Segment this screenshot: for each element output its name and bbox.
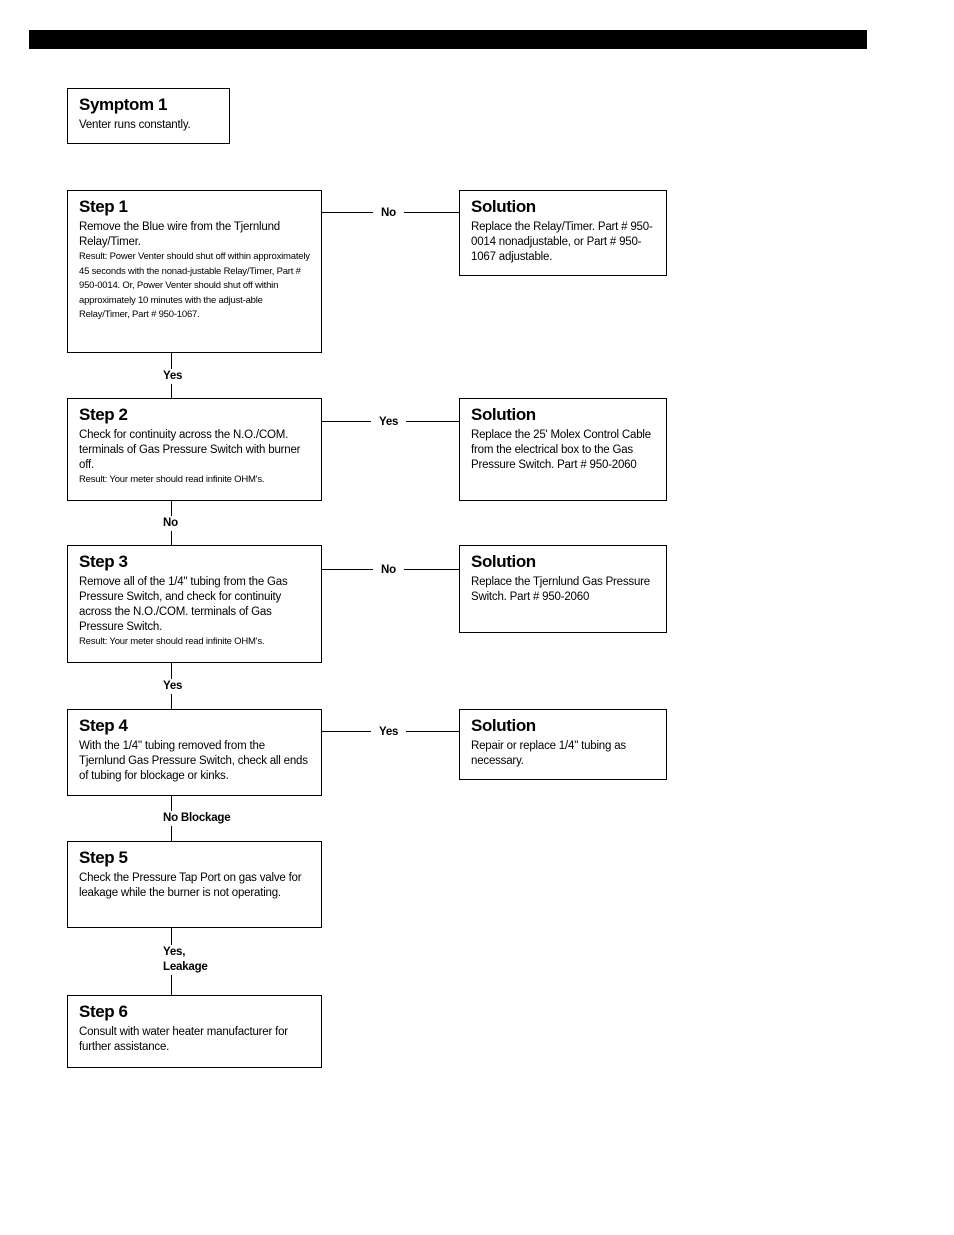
step-6-title: Step 6 <box>79 1002 128 1021</box>
step-5-box <box>67 841 322 928</box>
solution-2-title: Solution <box>471 405 536 424</box>
solution-3-title: Solution <box>471 552 536 571</box>
label-step3-yes: Yes <box>163 680 183 692</box>
step-2-result: Result: Your meter should read infinite OHM's. <box>79 474 265 485</box>
symptom-text: Venter runs constantly. <box>79 119 191 131</box>
step-3-text: Remove all of the 1/4" tubing from the Gas Pressure Switch, and check for continuity across the N.O./COM. terminals of Gas Pressure Switch. <box>79 576 288 633</box>
solution-1-title: Solution <box>471 197 536 216</box>
symptom-box <box>67 88 230 144</box>
label-step2-no: No <box>163 517 178 529</box>
step-3-result: Result: Your meter should read infinite OHM's. <box>79 636 265 647</box>
step-4-text: With the 1/4" tubing removed from the Tjernlund Gas Pressure Switch, check all ends of tubing for blockage or kinks. <box>79 740 308 782</box>
step-1-result: Result: Power Venter should shut off within approximately 45 seconds with the nonad-justable Relay/Timer, Part # 950-0014. Or, Power Venter should shut off within approximately 10 minutes with the adjust-able Relay/Timer, Part # 950-1067. <box>79 251 310 320</box>
step-5-title: Step 5 <box>79 848 128 867</box>
step-3-title: Step 3 <box>79 552 128 571</box>
solution-1-text: Replace the Relay/Timer. Part # 950-0014 nonadjustable, or Part # 950-1067 adjustable. <box>471 221 653 263</box>
label-step2-yes: Yes <box>371 415 406 430</box>
header-bar <box>29 30 867 49</box>
step-6-box <box>67 995 322 1068</box>
symptom-title: Symptom 1 <box>79 95 168 114</box>
solution-4-title: Solution <box>471 716 536 735</box>
label-step5-yes-leakage: Yes, Leakage <box>163 946 208 973</box>
label-step4-no-blockage: No Blockage <box>163 812 231 824</box>
step-1-title: Step 1 <box>79 197 128 216</box>
step-1-box <box>67 190 322 353</box>
step-2-title: Step 2 <box>79 405 128 424</box>
label-step3-no: No <box>373 563 404 578</box>
step-1-text: Remove the Blue wire from the Tjernlund Relay/Timer. <box>79 221 281 248</box>
label-step1-no: No <box>373 206 404 221</box>
step-2-box <box>67 398 322 501</box>
step-2-text: Check for continuity across the N.O./COM. terminals of Gas Pressure Switch with burner off. <box>79 429 301 471</box>
step-5-text: Check the Pressure Tap Port on gas valve for leakage while the burner is not operating. <box>79 872 302 899</box>
label-step1-yes: Yes <box>163 370 183 382</box>
solution-3-text: Replace the Tjernlund Gas Pressure Switch. Part # 950-2060 <box>471 576 651 603</box>
solution-1-box <box>459 190 667 276</box>
solution-4-text: Repair or replace 1/4" tubing as necessary. <box>471 740 626 767</box>
step-6-text: Consult with water heater manufacturer for further assistance. <box>79 1026 288 1053</box>
step-4-title: Step 4 <box>79 716 128 735</box>
solution-2-box <box>459 398 667 501</box>
solution-3-box <box>459 545 667 633</box>
solution-4-box <box>459 709 667 780</box>
step-4-box <box>67 709 322 796</box>
step-3-box <box>67 545 322 663</box>
solution-2-text: Replace the 25' Molex Control Cable from the electrical box to the Gas Pressure Switch. Part # 950-2060 <box>471 429 651 471</box>
label-step4-yes: Yes <box>371 725 406 740</box>
